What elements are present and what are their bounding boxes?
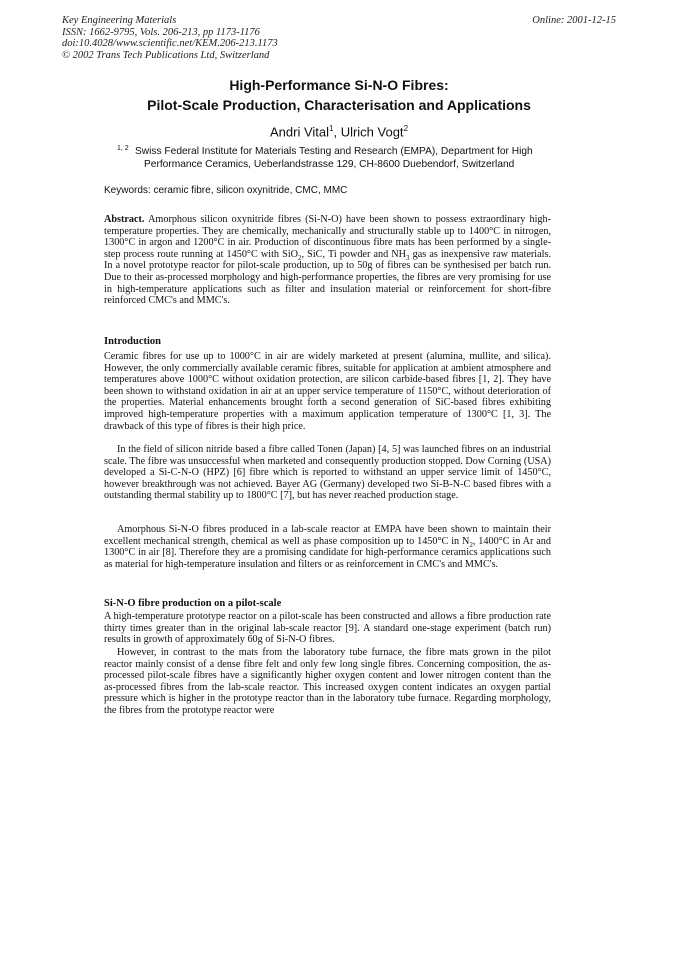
journal-name: Key Engineering Materials — [62, 15, 177, 26]
abstract-sub-a: 2 — [298, 253, 302, 262]
author-separator: , — [333, 124, 341, 140]
abstract-text-a: Amorphous silicon oxynitride fibres (Si-N-O) have been shown to possess extraordinary high-temperature properties. They are chemically, mechanically and structurally stable up to 1400°C in nitrogen, 1300°C in argon and 1200°C in air. Production of discontinuous fibre mats has been performed by a single-step process route running at 1450°C with SiO — [104, 214, 551, 260]
copyright-line: © 2002 Trans Tech Publications Ltd, Switzerland — [62, 49, 270, 61]
introduction-p3-b: , 1400°C in Ar and 1300°C in air [8]. Therefore they are a promising candidate for high-performance ceramics applications such as material for high-temperature insulation and filters or as reinforcement in CMC's and MMC's. — [104, 535, 551, 570]
abstract-text-c: gas as inexpensive raw materials. In a novel prototype reactor for pilot-scale production, up to 50g of fibres can be synthesised per batch run. Due to their as-processed morphology and high-performance properties, the fibres are very promising for use in high-temperature applications such as filter and insulation material or reinforcement for short-fibre reinforced CMC's and MMC's. — [104, 248, 551, 307]
introduction-paragraph-1: Ceramic fibres for use up to 1000°C in air are widely marketed at present (alumina, mullite, and silica). However, the only commercially available ceramic fibres, suitable for application at ambient atmosphere and temperatures above 1000°C without oxidation protection, are silicon carbide-based fibres [1, 2]. They have been shown to withstand oxidation in air at an upper service temperature of 1150°C, without deterioration of the properties. Material enhancements brought forth a second generation of SiC-based fibres exhibiting improved high-temperature properties with a maximum application temperature of 1300°C [1, 3]. The drawback of this type of fibres is their high price. — [104, 351, 551, 432]
introduction-paragraph-2: In the field of silicon nitride based a fibre called Tonen (Japan) [4, 5] was launched fibres on an industrial scale. The fibre was unsuccessful when marketed and consequently production stopped. Dow Corning (USA) developed a Si-C-N-O (HPZ) [6] fibre which is reported to withstand an upper service limit of 1450°C, however breakthrough was not achieved. Bayer AG (Germany) developed two Si-B-N-C based fibres with a outstanding thermal stability up to 1800°C [7], but has never reached production stage. — [104, 444, 551, 502]
journal-header — [62, 15, 278, 61]
affiliation-line-1: Swiss Federal Institute for Materials Testing and Research (EMPA), Department for High — [135, 146, 533, 157]
pilot-paragraph-2: However, in contrast to the mats from the laboratory tube furnace, the fibre mats grown in the pilot reactor mainly consist of a dense fibre felt and only few long single fibres. Concerning composition, the as-processed pilot-scale fibres have a significantly higher oxygen content and lower nitrogen content than the as-processed fibres from the lab-scale reactor. This increased oxygen content indicates an oxygen partial pressure which is higher in the prototype reactor than in the laboratory tube furnace. Regarding morphology, the fibres from the prototype reactor were — [104, 647, 551, 716]
author-2-mark: 2 — [403, 124, 409, 133]
introduction-paragraph-3 — [104, 524, 551, 570]
online-date: Online: 2001-12-15 — [532, 15, 616, 26]
introduction-p3-a: Amorphous Si-N-O fibres produced in a lab-scale reactor at EMPA have been shown to maintain their excellent mechanical strength, chemical as well as phase composition up to 1450°C in N — [104, 524, 551, 547]
paper-title-line-1: High-Performance Si-N-O Fibres: — [229, 77, 449, 93]
abstract — [104, 214, 551, 307]
introduction-p3-sub: 2 — [469, 540, 473, 549]
abstract-label: Abstract. — [104, 214, 145, 225]
author-1: Andri Vital — [269, 124, 329, 140]
doi-line: doi:10.4028/www.scientific.net/KEM.206-213.1173 — [62, 38, 278, 50]
introduction-heading: Introduction — [104, 336, 161, 347]
issn-line: ISSN: 1662-9795, Vols. 206-213, pp 1173-1176 — [62, 26, 260, 38]
abstract-sub-b: 3 — [406, 253, 410, 262]
author-list — [0, 124, 678, 139]
pilot-section-heading: Si-N-O fibre production on a pilot-scale — [104, 598, 282, 609]
abstract-text-b: , SiC, Ti powder and NH — [301, 248, 406, 260]
affiliation-line-2: Performance Ceramics, Ueberlandstrasse 129, CH-8600 Duebendorf, Switzerland — [144, 158, 515, 170]
author-2: Ulrich Vogt — [340, 124, 404, 140]
keywords: Keywords: ceramic fibre, silicon oxynitride, CMC, MMC — [104, 185, 348, 196]
affiliation — [117, 146, 577, 171]
pilot-paragraph-1: A high-temperature prototype reactor on a pilot-scale has been constructed and allows a fibre production rate thirty times greater than in the original lab-scale reactor [9]. A standard one-stage experiment (batch run) results in growth of approximately 60g of Si-N-O fibres. — [104, 611, 551, 646]
affiliation-marks: 1, 2 — [117, 145, 129, 152]
author-1-mark: 1 — [329, 124, 334, 133]
paper-title-line-2: Pilot-Scale Production, Characterisation and Applications — [147, 97, 531, 113]
